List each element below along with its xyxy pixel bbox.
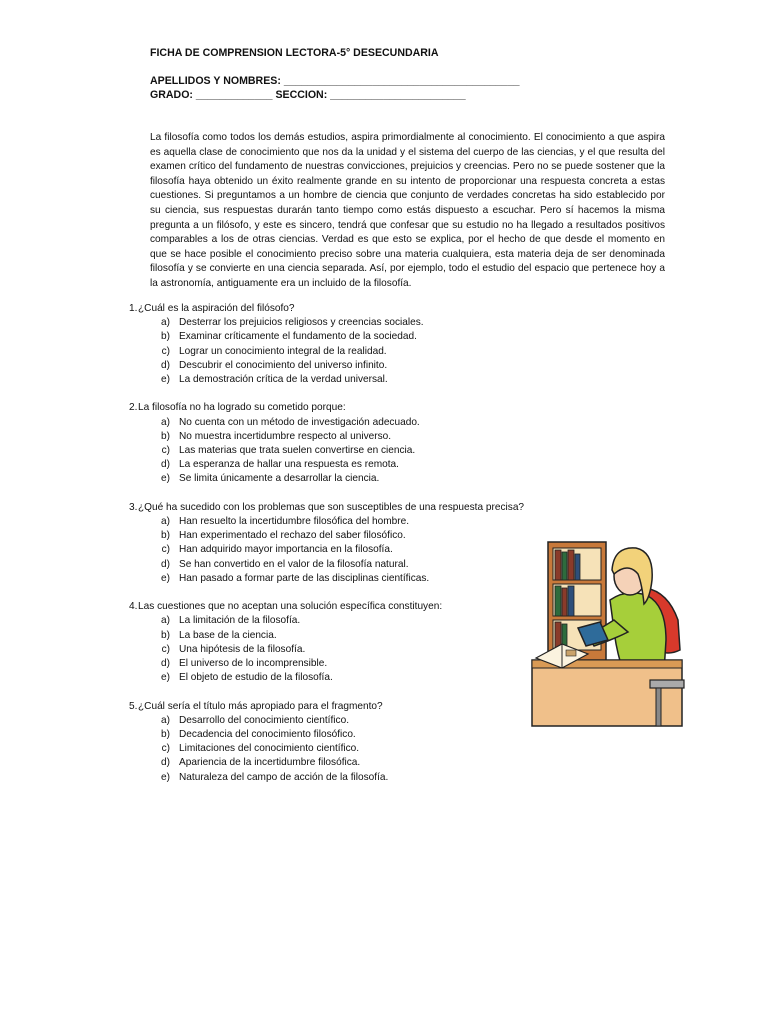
worksheet-header [150,46,519,102]
reading-passage: La filosofía como todos los demás estudios, aspira primordialmente al conocimiento. El conocimiento a que aspira es aquella clase de conocimiento que nos da la unidad y el sistema del cuerpo de las ciencias, y el que resulta del examen crítico del fundamento de nuestras convicciones, prejuicios y creencias. Pero no se puede sostener que la filosofía haya obtenido un éxito realmente grande en su intento de proporcionar una respuesta concreta a estas cuestiones. Si preguntamos a un hombre de ciencia que conjunto de verdades concretas ha sido establecido por su ciencia, sus respuestas durarán tanto tiempo como estás dispuesto a escuchar. Pero sí hacemos la misma pregunta a un filósofo, y este es sincero, tendrá que confesar que su estudio no ha llegado a resultados positivos comparables a los de otras ciencias. Verdad es que esto se explica, por el hecho de que desde el momento en que se hace posible el conocimiento preciso sobre una materia cualquiera, esta materia deja de ser denominada filosofía y se convierte en una ciencia separada. Así, por ejemplo, todo el estudio del espacio que pertenece hoy a la astronomía, antiguamente era un incluido de la filosofía. [150,132,665,289]
answer-option [129,416,549,430]
option-letter: a) [161,416,170,428]
answer-option [129,572,549,586]
option-text: Las materias que trata suelen convertirse en ciencia. [179,445,416,457]
question-prompt [129,700,549,714]
option-letter: b) [161,430,170,442]
question-5 [129,700,549,785]
option-list [129,316,549,387]
option-letter: d) [161,459,170,471]
option-text: Han adquirido mayor importancia en la filosofía. [179,544,393,556]
option-letter: d) [161,558,170,570]
question-number: 1. [129,303,138,314]
option-letter: c) [161,643,170,655]
question-3 [129,501,549,586]
question-prompt [129,401,549,415]
answer-option [129,614,549,628]
question-1 [129,302,549,387]
question-text: ¿Cuál es la aspiración del filósofo? [138,303,295,314]
question-prompt [129,501,549,515]
answer-option [129,728,549,742]
option-letter: e) [161,771,170,783]
answer-option [129,756,549,770]
option-text: Se han convertido en el valor de la filosofía natural. [179,558,409,570]
option-text: Se limita únicamente a desarrollar la ciencia. [179,473,380,485]
option-text: La esperanza de hallar una respuesta es remota. [179,459,399,471]
option-list [129,416,549,487]
answer-option [129,472,549,486]
question-prompt [129,302,549,316]
answer-option [129,742,549,756]
option-letter: c) [161,544,170,556]
option-letter: d) [161,757,170,769]
question-text: ¿Qué ha sucedido con los problemas que son susceptibles de una respuesta precisa? [138,501,525,513]
question-number: 2. [129,402,138,414]
option-text: Desterrar los prejuicios religiosos y creencias sociales. [179,317,424,329]
question-number: 3. [129,501,138,513]
option-letter: d) [161,359,170,371]
option-letter: b) [161,331,170,343]
option-text: El universo de lo incomprensible. [179,658,328,670]
answer-option [129,330,549,344]
question-2 [129,401,549,486]
option-text: Han experimentado el rechazo del saber filosófico. [179,530,406,542]
answer-option [129,359,549,373]
question-4 [129,600,549,685]
answer-option [129,515,549,529]
option-text: Una hipótesis de la filosofía. [179,643,306,655]
option-letter: e) [161,473,170,485]
question-prompt [129,600,549,614]
option-text: La base de la ciencia. [179,629,277,641]
answer-option [129,771,549,785]
answer-option [129,373,549,387]
question-text: La filosofía no ha logrado su cometido porque: [138,402,346,414]
option-text: Han resuelto la incertidumbre filosófica del hombre. [179,516,410,528]
answer-option [129,316,549,330]
question-text: Las cuestiones que no aceptan una solución específica constituyen: [138,601,443,613]
answer-option [129,558,549,572]
option-letter: b) [161,629,170,641]
option-text: Desarrollo del conocimiento científico. [179,714,349,726]
option-text: Apariencia de la incertidumbre filosófica. [179,757,361,769]
option-text: Han pasado a formar parte de las disciplinas científicas. [179,572,430,584]
option-letter: e) [161,374,170,386]
option-text: No cuenta con un método de investigación adecuado. [179,416,420,428]
answer-option [129,444,549,458]
option-text: Naturaleza del campo de acción de la filosofía. [179,771,389,783]
option-text: Lograr un conocimiento integral de la realidad. [179,345,387,357]
option-text: No muestra incertidumbre respecto al universo. [179,430,392,442]
option-text: La demostración crítica de la verdad universal. [179,374,388,386]
option-text: Limitaciones del conocimiento científico. [179,743,360,755]
option-letter: a) [161,714,170,726]
answer-option [129,543,549,557]
option-text: Descubrir el conocimiento del universo infinito. [179,359,388,371]
option-letter: a) [161,516,170,528]
option-letter: e) [161,672,170,684]
option-letter: e) [161,572,170,584]
question-list [129,302,549,799]
option-letter: b) [161,530,170,542]
question-number: 4. [129,601,138,613]
option-text: El objeto de estudio de la filosofía. [179,672,333,684]
option-letter: c) [161,345,170,357]
names-field-line: APELLIDOS Y NOMBRES: ________________________________________ [150,75,520,87]
answer-option [129,671,549,685]
option-text: Decadencia del conocimiento filosófico. [179,729,356,741]
answer-option [129,458,549,472]
option-letter: c) [161,445,170,457]
option-text: La limitación de la filosofía. [179,615,301,627]
worksheet-title: FICHA DE COMPRENSION LECTORA-5° DESECUNDARIA [150,47,439,59]
answer-option [129,430,549,444]
answer-option [129,714,549,728]
answer-option [129,345,549,359]
option-letter: b) [161,729,170,741]
option-letter: a) [161,615,170,627]
option-text: Examinar críticamente el fundamento de la sociedad. [179,331,417,343]
option-list [129,614,549,685]
question-number: 5. [129,700,138,712]
option-list [129,515,549,586]
option-letter: c) [161,743,170,755]
answer-option [129,657,549,671]
answer-option [129,629,549,643]
answer-option [129,643,549,657]
option-letter: d) [161,658,170,670]
option-letter: a) [161,317,170,329]
question-text: ¿Cuál sería el título más apropiado para el fragmento? [138,700,383,712]
answer-option [129,529,549,543]
option-list [129,714,549,785]
student-reading-illustration [528,540,688,730]
grade-section-field-line: GRADO: _____________ SECCION: _______________________ [150,89,466,101]
